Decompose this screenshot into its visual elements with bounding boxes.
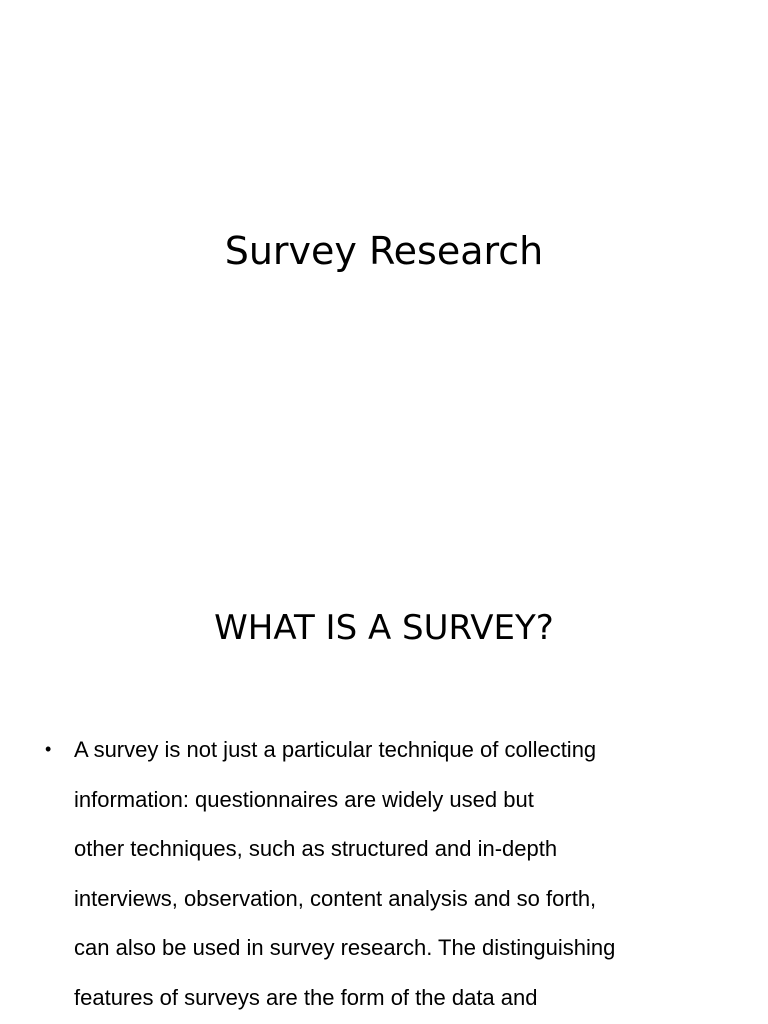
bullet-line-2: information: questionnaires are widely used but <box>74 786 534 812</box>
section-heading: WHAT IS A SURVEY? <box>214 608 554 648</box>
bullet-line-5: can also be used in survey research. The distinguishing <box>74 935 616 960</box>
bullet-line-4: interviews, observation, content analysis and so forth, <box>74 885 597 911</box>
bullet-list <box>0 725 768 1022</box>
bullet-marker: • <box>45 739 52 759</box>
bullet-line-3: other techniques, such as structured and in-depth <box>74 836 558 861</box>
bullet-line-1: A survey is not just a particular technique of collecting <box>74 737 597 762</box>
slide-title: Survey Research <box>224 229 544 273</box>
bullet-line-6: features of surveys are the form of the data and <box>74 984 538 1010</box>
bullet-item <box>0 725 768 1022</box>
